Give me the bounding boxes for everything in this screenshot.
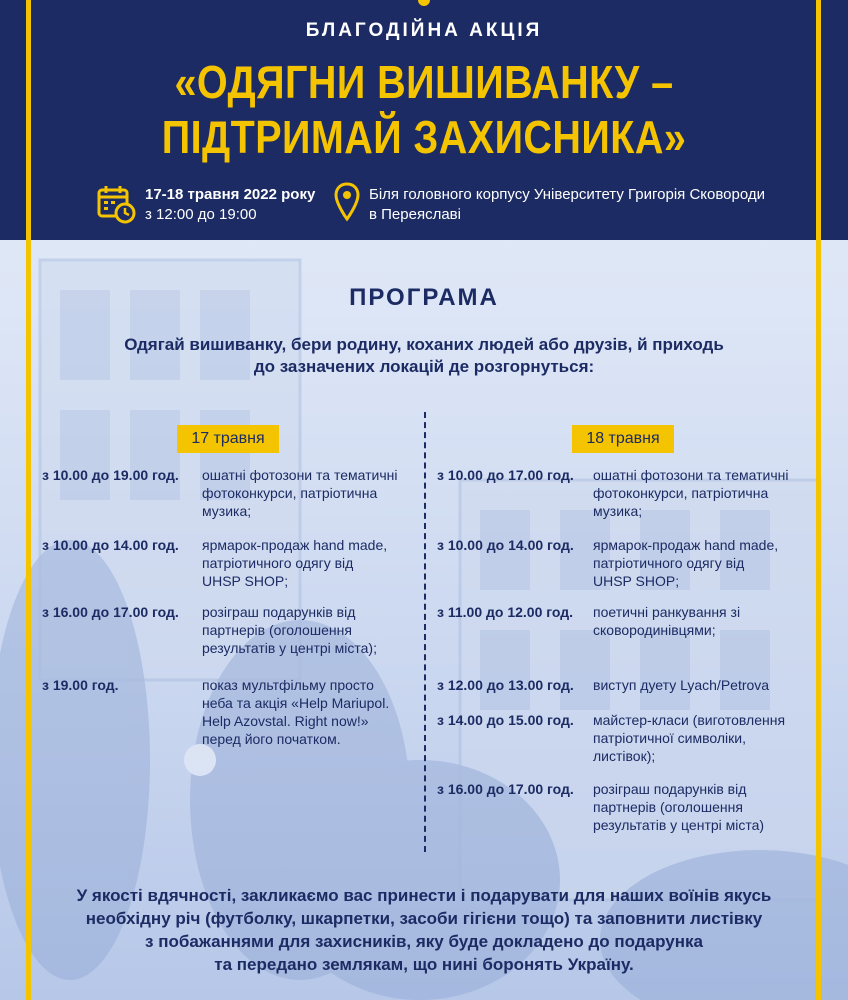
- schedule-desc: ярмарок-продаж hand made, патріотичного одягу від UHSP SHOP;: [593, 537, 779, 589]
- day1-label: 17 травня: [177, 425, 279, 453]
- schedule-time: з 14.00 до 15.00 год.: [437, 712, 574, 728]
- schedule-desc: виступ дуету Lyach/Petrova: [593, 677, 770, 693]
- schedule-time: з 19.00 год.: [42, 677, 119, 693]
- decor-line-left: [26, 0, 31, 1000]
- schedule-desc: показ мультфільму просто неба та акція «Help Mariupol. Help Azovstal. Right now!» перед його початком.: [202, 677, 390, 747]
- schedule-time: з 16.00 до 17.00 год.: [42, 604, 179, 620]
- event-location-line2: в Переяславі: [369, 206, 461, 223]
- schedule-time: з 10.00 до 14.00 год.: [42, 537, 179, 553]
- closing-appeal: У якості вдячності, закликаємо вас принести і подарувати для наших воїнів якусь необхідну річ (футболку, шкарпетки, засоби гігієни тощо) та заповнити листівку з побажаннями для захисників, яку буде докладено до подарунка та передано землякам, що нині боронять Україну.: [76, 886, 772, 974]
- map-pin-icon: [334, 182, 360, 222]
- schedule-time: з 11.00 до 12.00 год.: [437, 604, 574, 620]
- event-time: з 12:00 до 19:00: [145, 206, 257, 223]
- event-title-line1: «ОДЯГНИ ВИШИВАНКУ –: [174, 56, 674, 108]
- schedule-time: з 10.00 до 14.00 год.: [437, 537, 574, 553]
- event-location-line1: Біля головного корпусу Університету Григорія Сковороди: [369, 186, 765, 203]
- schedule-time: з 12.00 до 13.00 год.: [437, 677, 574, 693]
- day2-label: 18 травня: [572, 425, 674, 453]
- schedule-desc: поетичні ранкування зі сковородинівцями;: [593, 604, 741, 638]
- calendar-clock-icon: [96, 184, 136, 224]
- program-title: ПРОГРАМА: [349, 284, 499, 311]
- schedule-time: з 10.00 до 19.00 год.: [42, 467, 179, 483]
- schedule-time: з 16.00 до 17.00 год.: [437, 781, 574, 797]
- program-intro: Одягай вишиванку, бери родину, коханих людей або друзів, й приходь до зазначених локацій де розгорнуться:: [124, 335, 724, 376]
- column-divider: [424, 412, 426, 852]
- decor-line-right: [816, 0, 821, 1000]
- event-title-line2: ПІДТРИМАЙ ЗАХИСНИКА»: [161, 111, 687, 163]
- schedule-time: з 10.00 до 17.00 год.: [437, 467, 574, 483]
- schedule-desc: розіграш подарунків від партнерів (оголошення результатів у центрі міста): [593, 781, 765, 833]
- schedule-desc: ошатні фотозони та тематичні фотоконкурси, патріотична музика;: [202, 467, 398, 519]
- schedule-desc: ярмарок-продаж hand made, патріотичного одягу від UHSP SHOP;: [202, 537, 388, 589]
- schedule-desc: майстер-класи (виготовлення патріотичної символіки, листівок);: [593, 712, 786, 764]
- event-date: 17-18 травня 2022 року: [145, 186, 316, 203]
- schedule-desc: ошатні фотозони та тематичні фотоконкурси, патріотична музика;: [593, 467, 789, 519]
- schedule-desc: розіграш подарунків від партнерів (оголошення результатів у центрі міста);: [202, 604, 377, 656]
- event-kicker: БЛАГОДІЙНА АКЦІЯ: [305, 20, 543, 41]
